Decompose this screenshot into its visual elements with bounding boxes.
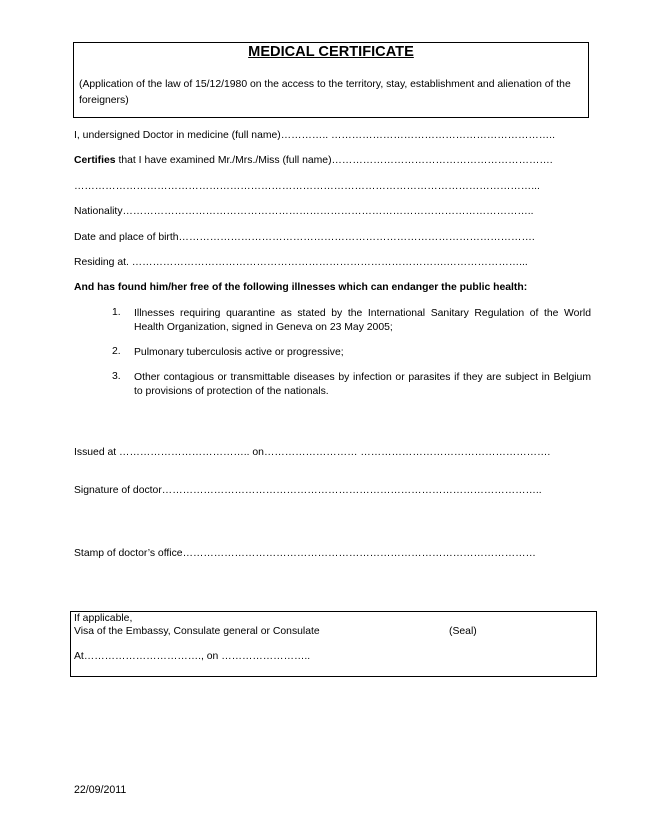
signature-field[interactable]: Signature of doctor……………………………………………………………………………………………….. <box>74 485 542 496</box>
list-item-number: 2. <box>112 346 121 357</box>
list-item-text: Pulmonary tuberculosis active or progressive; <box>134 347 344 358</box>
list-item-number: 1. <box>112 307 121 318</box>
visa-applicable-label: If applicable, <box>74 613 133 624</box>
page-title: MEDICAL CERTIFICATE <box>248 44 414 60</box>
illnesses-heading: And has found him/her free of the following illnesses which can endanger the public health: <box>74 282 528 293</box>
certifies-label: Certifies <box>74 155 116 166</box>
nationality-field[interactable]: Nationality……………………………………………………………………………………………………….. <box>74 206 534 217</box>
doctor-name-field[interactable]: I, undersigned Doctor in medicine (full name)………….. ……………………………………………………….. <box>74 130 555 141</box>
visa-box <box>70 611 597 677</box>
list-item-text: Other contagious or transmittable diseases by infection or parasites if they are subject in Belgium to provisions of protection of the nationals. <box>134 372 591 397</box>
list-item-number: 3. <box>112 371 121 382</box>
law-subtitle: (Application of the law of 15/12/1980 on the access to the territory, stay, establishment and alienation of the foreigners) <box>79 79 571 106</box>
footer-date: 22/09/2011 <box>74 784 127 796</box>
certifies-text: that I have examined Mr./Mrs./Miss (full name)………………………………………………………. <box>115 155 553 166</box>
list-item-text: Illnesses requiring quarantine as stated by the International Sanitary Regulation of the World Health Organization, signed in Geneva on 23 May 2005; <box>134 308 591 333</box>
visa-label: Visa of the Embassy, Consulate general or Consulate <box>74 626 320 637</box>
issued-at-field[interactable]: Issued at ……………………………….. on……………………… ………………………………………………. <box>74 447 551 458</box>
seal-label: (Seal) <box>449 626 477 637</box>
stamp-field[interactable]: Stamp of doctor’s office………………………………………………………………………………………… <box>74 548 536 559</box>
residing-field[interactable]: Residing at. ……………………………………………………………………………….…………………... <box>74 257 528 268</box>
name-continuation-field[interactable]: ……………………………………………………………………………………………………………………... <box>74 181 540 192</box>
visa-at-field[interactable]: At……………………………., on …………………….. <box>74 651 311 662</box>
certifies-field[interactable] <box>74 155 553 166</box>
birth-field[interactable]: Date and place of birth…………………………………………………………………………………………. <box>74 232 535 243</box>
title-box <box>73 42 589 118</box>
